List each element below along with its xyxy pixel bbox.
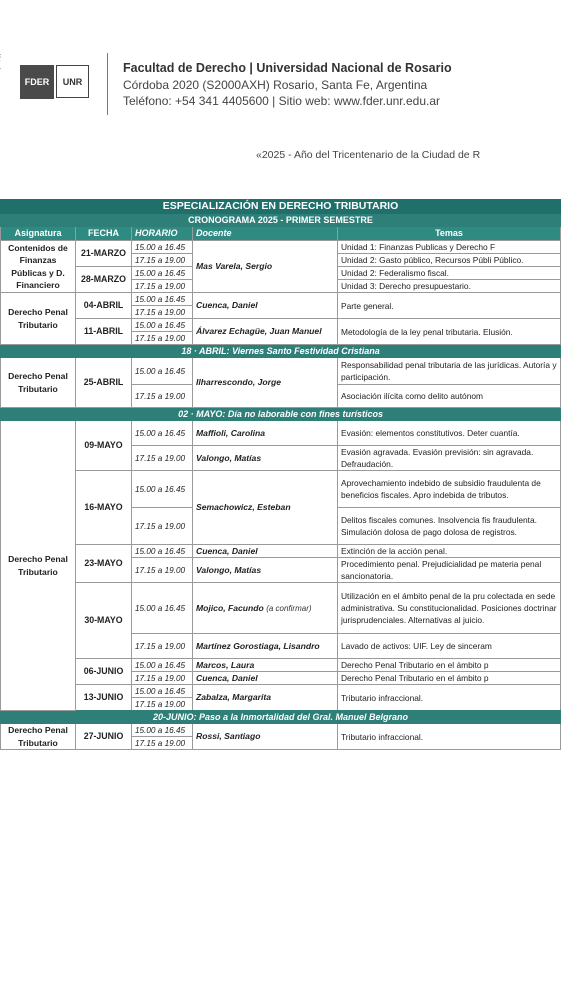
horario-cell: 17.15 a 19.00 xyxy=(132,698,193,711)
header-divider xyxy=(107,53,108,115)
horario-cell: 17.15 a 19.00 xyxy=(132,634,193,659)
fecha-cell: 16-MAYO xyxy=(76,471,132,545)
fecha-cell: 09-MAYO xyxy=(76,421,132,471)
table-row xyxy=(1,724,561,737)
docente-cell: Cuenca, Daniel xyxy=(193,672,338,685)
table-row xyxy=(1,358,561,385)
docente-cell: Semachowicz, Esteban xyxy=(193,471,338,545)
asignatura-cell: Derecho Penal Tributario xyxy=(1,724,76,750)
table-row xyxy=(1,319,561,332)
col-docente: Docente xyxy=(193,227,338,241)
holiday-band-row xyxy=(1,408,561,421)
col-horario: HORARIO xyxy=(132,227,193,241)
docente-cell: Rossi, Santiago xyxy=(193,724,338,750)
horario-cell: 17.15 a 19.00 xyxy=(132,332,193,345)
fecha-cell: 30-MAYO xyxy=(76,583,132,659)
horario-cell: 15.00 a 16.45 xyxy=(132,421,193,446)
holiday-band: 20-JUNIO: Paso a la Inmortalidad del Gral. Manuel Belgrano xyxy=(1,711,561,724)
tema-cell: Lavado de activos: UIF. Ley de sinceram xyxy=(338,634,561,659)
table-row xyxy=(1,471,561,508)
institution-name: Facultad de Derecho | Universidad Nacional de Rosario xyxy=(123,61,452,75)
tema-cell: Unidad 1: Finanzas Publicas y Derecho F xyxy=(338,241,561,254)
table-title: ESPECIALIZACIÓN EN DERECHO TRIBUTARIO xyxy=(1,200,561,214)
horario-cell: 15.00 a 16.45 xyxy=(132,659,193,672)
horario-cell: 17.15 a 19.00 xyxy=(132,672,193,685)
horario-cell: 15.00 a 16.45 xyxy=(132,293,193,306)
horario-cell: 15.00 a 16.45 xyxy=(132,267,193,280)
fder-logo: FDER xyxy=(20,65,54,99)
fecha-cell: 06-JUNIO xyxy=(76,659,132,685)
asignatura-cell: Derecho Penal Tributario xyxy=(1,358,76,408)
fecha-cell: 23-MAYO xyxy=(76,545,132,583)
horario-cell: 17.15 a 19.00 xyxy=(132,385,193,408)
horario-cell: 17.15 a 19.00 xyxy=(132,737,193,750)
asignatura-cell: Contenidos de Finanzas Públicas y D. Financiero xyxy=(1,241,76,293)
university-seal xyxy=(0,48,17,88)
horario-cell: 15.00 a 16.45 xyxy=(132,319,193,332)
horario-cell: 17.15 a 19.00 xyxy=(132,446,193,471)
unr-logo: UNR xyxy=(56,65,89,98)
table-row xyxy=(1,583,561,634)
tema-cell: Derecho Penal Tributario en el ámbito p xyxy=(338,659,561,672)
docente-cell: Valongo, Matías xyxy=(193,558,338,583)
horario-cell: 17.15 a 19.00 xyxy=(132,280,193,293)
docente-cell: Valongo, Matías xyxy=(193,446,338,471)
tema-cell: Extinción de la acción penal. xyxy=(338,545,561,558)
table-row xyxy=(1,545,561,558)
docente-note: (a confirmar) xyxy=(266,603,312,613)
col-temas: Temas xyxy=(338,227,561,241)
horario-cell: 17.15 a 19.00 xyxy=(132,558,193,583)
tema-cell: Aprovechamiento indebido de subsidio fraudulenta de beneficios fiscales. Apro indebida de tributos. xyxy=(338,471,561,508)
tema-cell: Unidad 2: Federalismo fiscal. xyxy=(338,267,561,280)
tema-cell: Parte general. xyxy=(338,293,561,319)
tema-cell: Utilización en el ámbito penal de la pru colectada en sede administrativa. Su constitucionalidad. Posiciones doctrinar jurisprudenciales. Alternativas al juicio. xyxy=(338,583,561,634)
asignatura-cell: Derecho Penal Tributario xyxy=(1,421,76,711)
tema-cell: Unidad 2: Gasto público, Recursos Públi Público. xyxy=(338,254,561,267)
tema-cell: Metodología de la ley penal tributaria. Elusión. xyxy=(338,319,561,345)
docente-cell: Martínez Gorostiaga, Lisandro xyxy=(193,634,338,659)
table-row xyxy=(1,685,561,698)
tema-cell: Asociación ilícita como delito autónom xyxy=(338,385,561,408)
year-motto: «2025 - Año del Tricentenario de la Ciudad de R xyxy=(256,149,481,161)
horario-cell: 15.00 a 16.45 xyxy=(132,583,193,634)
fecha-cell: 27-JUNIO xyxy=(76,724,132,750)
table-row xyxy=(1,659,561,672)
tema-cell: Tributario infraccional. xyxy=(338,685,561,711)
table-subtitle: CRONOGRAMA 2025 - PRIMER SEMESTRE xyxy=(1,214,561,227)
docente-cell: Cuenca, Daniel xyxy=(193,293,338,319)
docente-cell: Zabalza, Margarita xyxy=(193,685,338,711)
asignatura-cell: Derecho Penal Tributario xyxy=(1,293,76,345)
horario-cell: 15.00 a 16.45 xyxy=(132,685,193,698)
col-asignatura: Asignatura xyxy=(1,227,76,241)
col-fecha: FECHA xyxy=(76,227,132,241)
horario-cell: 17.15 a 19.00 xyxy=(132,306,193,319)
horario-cell: 15.00 a 16.45 xyxy=(132,471,193,508)
fecha-cell: 11-ABRIL xyxy=(76,319,132,345)
tema-cell: Tributario infraccional. xyxy=(338,724,561,750)
table-row xyxy=(1,421,561,446)
horario-cell: 17.15 a 19.00 xyxy=(132,508,193,545)
fecha-cell: 25-ABRIL xyxy=(76,358,132,408)
docente-cell xyxy=(193,583,338,634)
holiday-band-row xyxy=(1,345,561,358)
table-subtitle-row xyxy=(1,214,561,227)
fecha-cell: 13-JUNIO xyxy=(76,685,132,711)
fecha-cell: 04-ABRIL xyxy=(76,293,132,319)
institution-address: Córdoba 2020 (S2000AXH) Rosario, Santa Fe, Argentina xyxy=(123,78,428,92)
holiday-band: 18 · ABRIL: Viernes Santo Festividad Cristiana xyxy=(1,345,561,358)
fecha-cell: 28-MARZO xyxy=(76,267,132,293)
docente-name: Mojico, Facundo xyxy=(196,602,264,613)
schedule-table-wrapper xyxy=(0,199,557,750)
tema-cell: Unidad 3: Derecho presupuestario. xyxy=(338,280,561,293)
tema-cell: Evasión agravada. Evasión previsión: sin agravada. Defraudación. xyxy=(338,446,561,471)
docente-cell: Marcos, Laura xyxy=(193,659,338,672)
docente-cell: Mas Varela, Sergio xyxy=(193,241,338,293)
docente-cell: Maffioli, Carolina xyxy=(193,421,338,446)
horario-cell: 15.00 a 16.45 xyxy=(132,358,193,385)
docente-cell: Ilharrescondo, Jorge xyxy=(193,358,338,408)
docente-cell: Álvarez Echagüe, Juan Manuel xyxy=(193,319,338,345)
column-header-row xyxy=(1,227,561,241)
table-row xyxy=(1,241,561,254)
horario-cell: 17.15 a 19.00 xyxy=(132,254,193,267)
tema-cell: Evasión: elementos constitutivos. Deter cuantía. xyxy=(338,421,561,446)
table-title-row xyxy=(1,200,561,214)
table-row xyxy=(1,293,561,306)
horario-cell: 15.00 a 16.45 xyxy=(132,724,193,737)
tema-cell: Procedimiento penal. Prejudicialidad pe materia penal sancionatoria. xyxy=(338,558,561,583)
fecha-cell: 21-MARZO xyxy=(76,241,132,267)
tema-cell: Responsabilidad penal tributaria de las jurídicas. Autoría y participación. xyxy=(338,358,561,385)
holiday-band-row xyxy=(1,711,561,724)
tema-cell: Delitos fiscales comunes. Insolvencia fis fraudulenta. Simulación dolosa de pago dolosa de registros. xyxy=(338,508,561,545)
tema-cell: Derecho Penal Tributario en el ámbito p xyxy=(338,672,561,685)
docente-cell: Cuenca, Daniel xyxy=(193,545,338,558)
horario-cell: 15.00 a 16.45 xyxy=(132,545,193,558)
letterhead xyxy=(0,0,500,170)
institution-contact: Teléfono: +54 341 4405600 | Sitio web: www.fder.unr.edu.ar xyxy=(123,94,441,108)
schedule-table xyxy=(0,199,561,750)
holiday-band: 02 · MAYO: Día no laborable con fines turísticos xyxy=(1,408,561,421)
horario-cell: 15.00 a 16.45 xyxy=(132,241,193,254)
